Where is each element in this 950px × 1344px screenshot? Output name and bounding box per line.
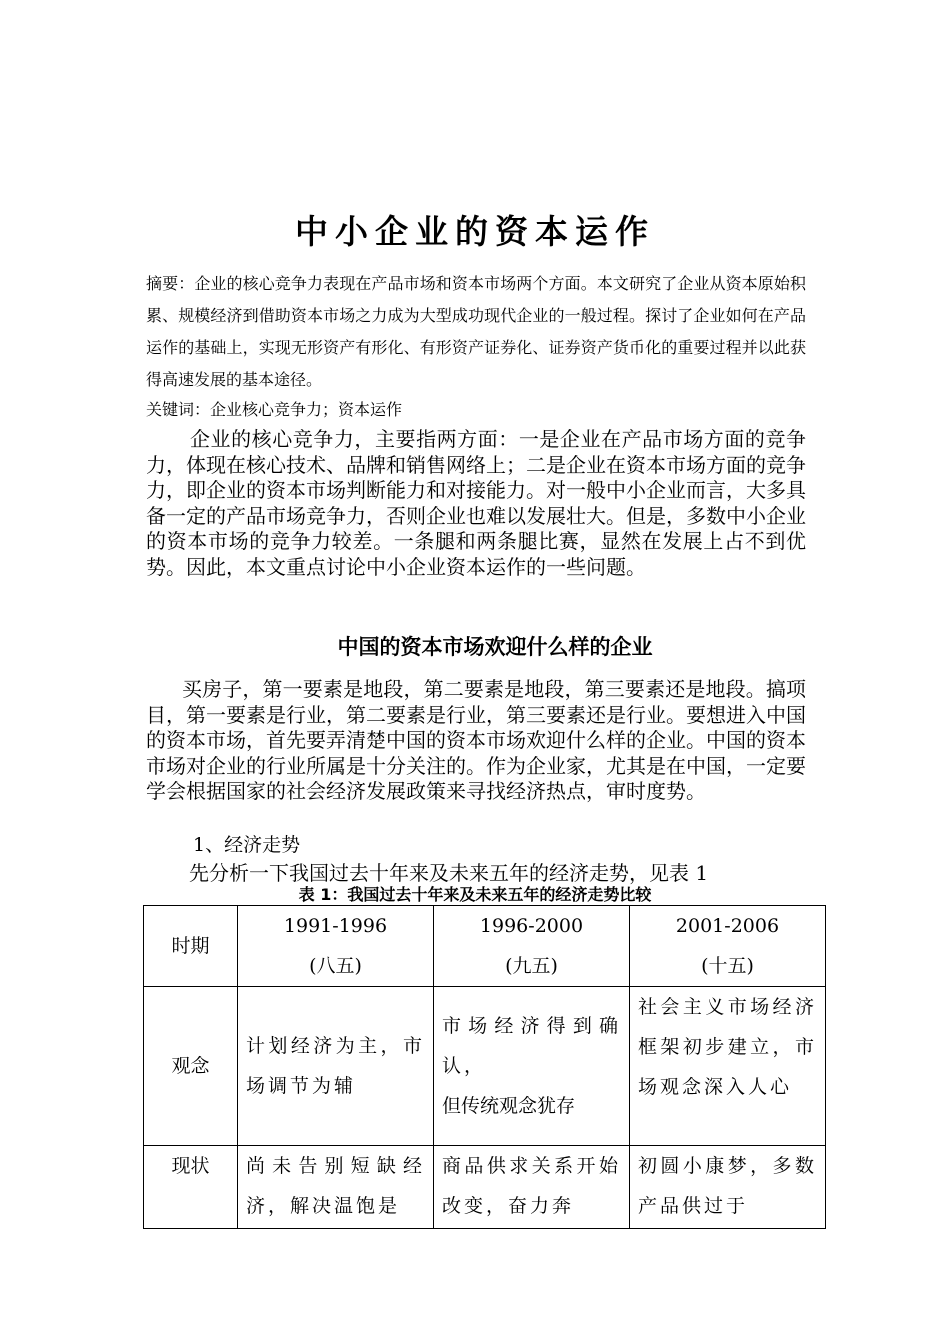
intro-paragraph: 企业的核心竞争力，主要指两方面：一是企业在产品市场方面的竞争力，体现在核心技术、品牌和销售网络上；二是企业在资本市场方面的竞争力，即企业的资本市场判断能力和对接能力。对一般中小企业而言，大多具备一定的产品市场竞争力，否则企业也难以发展壮大。但是，多数中小企业的资本市场的竞争力较差。一条腿和两条腿比赛，显然在发展上占不到优势。因此，本文重点讨论中小企业资本运作的一些问题。 [146, 427, 806, 579]
keywords [146, 398, 806, 422]
table-header-row [144, 906, 826, 987]
table-cell: 尚未告别短缺经济，解决温饱是 [238, 1146, 434, 1229]
table-row-concept [144, 987, 826, 1146]
plan-text: (八五) [309, 955, 362, 977]
abstract [146, 268, 806, 396]
table-cell: 初圆小康梦，多数产品供过于 [630, 1146, 826, 1229]
header-cell-1996 [434, 906, 630, 987]
years-text: 1996-2000 [479, 915, 584, 937]
plan-text: (九五) [505, 955, 558, 977]
cell-line: 但传统观念犹存 [442, 1095, 576, 1117]
table-caption: 表 1：我国过去十年来及未来五年的经济走势比较 [298, 885, 652, 904]
table-cell: 计划经济为主，市场调节为辅 [238, 987, 434, 1146]
cell-line: 市场经济得到确认， [442, 1015, 621, 1077]
economic-trend-table [143, 905, 826, 1229]
keywords-text: 企业核心竞争力；资本运作 [210, 400, 403, 419]
row-label-cell: 观念 [144, 987, 238, 1146]
document-title: 中小企业的资本运作 [295, 212, 655, 251]
years-text: 1991-1996 [283, 915, 388, 937]
section-paragraph: 买房子，第一要素是地段，第二要素是地段，第三要素还是地段。搞项目，第一要素是行业，第二要素是行业，第三要素还是行业。要想进入中国的资本市场，首先要弄清楚中国的资本市场欢迎什么样的企业。中国的资本市场对企业的行业所属是十分关注的。作为企业家，尤其是在中国，一定要学会根据国家的社会经济发展政策来寻找经济热点，审时度势。 [146, 677, 806, 803]
row-label-cell: 现状 [144, 1146, 238, 1229]
table-cell: 社会主义市场经济框架初步建立，市场观念深入人心 [630, 987, 826, 1146]
plan-text: (十五) [701, 955, 754, 977]
years-text: 2001-2006 [675, 915, 780, 937]
abstract-label: 摘要： [146, 274, 195, 293]
table-intro-line: 先分析一下我国过去十年来及未来五年的经济走势，见表 1 [189, 861, 709, 885]
header-cell-2001 [630, 906, 826, 987]
section-heading: 中国的资本市场欢迎什么样的企业 [337, 635, 653, 659]
keywords-label: 关键词： [146, 400, 211, 419]
header-label-cell: 时期 [144, 906, 238, 987]
header-cell-1991 [238, 906, 434, 987]
table-row-status [144, 1146, 826, 1229]
table-cell [434, 987, 630, 1146]
abstract-text: 企业的核心竞争力表现在产品市场和资本市场两个方面。本文研究了企业从资本原始积累、规模经济到借助资本市场之力成为大型成功现代企业的一般过程。探讨了企业如何在产品运作的基础上，实现无形资产有形化、有形资产证券化、证券资产货币化的重要过程并以此获得高速发展的基本途径。 [146, 274, 806, 389]
subheading: 1、经济走势 [193, 834, 301, 856]
table-cell: 商品供求关系开始改变，奋力奔 [434, 1146, 630, 1229]
